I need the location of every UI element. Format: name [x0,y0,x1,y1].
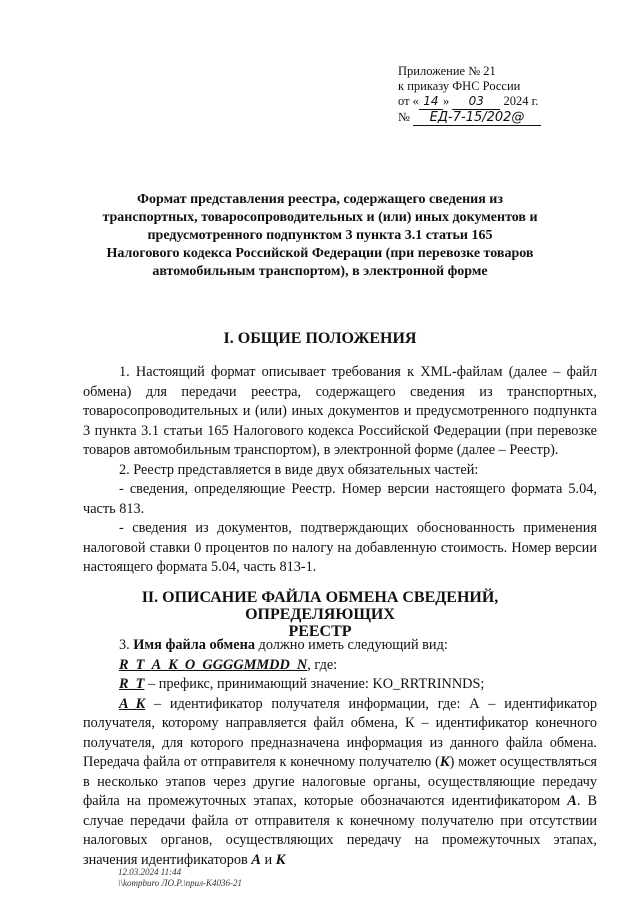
footer-path: \\kompburo ЛО.Р.\прил-К4036-21 [118,878,243,888]
title-line-5: автомобильным транспортом), в электронной форме [152,264,488,279]
title-line-2: транспортных, товаросопроводительных и (или) иных документов и [102,210,538,225]
recipient-and: и [260,851,276,868]
prefix-term: R_T [119,676,145,692]
title-line-3: предусмотренного подпунктом 3 пункта 3.1 статьи 165 [147,228,493,243]
appendix-number [398,110,541,126]
appendix-line-2: к приказу ФНС России [398,79,521,93]
document-title [80,191,560,281]
prefix-text: – префикс, принимающий значение: KO_RRTRINNDS; [144,676,485,692]
title-line-4: Налогового кодекса Российской Федерации (при перевозке товаров [106,246,534,261]
paragraph-1: 1. Настоящий формат описывает требования к XML-файлам (далее – файл обмена) для передачи реестра, содержащего сведения из транспортных, товаросопроводительных и (или) иных документов и предусмотренного подпункта 3 пункта 3.1 статьи 165 Налогового кодекса Российской Федерации (при перевозке товаров автомобильным транспортом), в электронной форме (далее – Реестр). [83,364,597,458]
paragraph-2-item-2: - сведения из документов, подтверждающих обоснованность применения налоговой ставки 0 процентов по налогу на добавленную стоимость. Номер версии настоящего формата 5.04, часть 813-1. [83,520,597,575]
number-prefix: № [398,110,410,124]
date-prefix: от « [398,94,419,108]
section-1-heading: I. ОБЩИЕ ПОЛОЖЕНИЯ [223,330,417,347]
footer [118,867,242,889]
section-2-body [83,636,597,870]
recipient-k: К [439,754,450,770]
recipient-text-1: – идентификатор получателя информации, где: А – идентификатор получателя, которому направляется файл обмена, К – идентификатор конечного получателя, для которого предназначена информация из данного файла обмена. Передача файла от отправителя к конечному получателю ( [83,695,597,770]
title-line-1: Формат представления реестра, содержащего сведения из [137,192,503,207]
file-name-term: Имя файла обмена [133,637,255,653]
recipient-text-2: ) может осуществляться в несколько этапов через другие налоговые органы, осуществляющие передачу файла на промежуточных этапах, которые обозначаются идентификатором [83,754,598,809]
footer-timestamp: 12.03.2024 11:44 [118,867,182,877]
recipient-definition [83,695,597,871]
recipient-a: А [567,793,577,809]
order-number: ЕД-7-15/202@ [413,110,541,126]
file-name-pattern: R_T_A_K_O_GGGGMMDD_N [119,656,308,673]
file-name-pattern-line [83,656,597,676]
date-mid: » [442,94,450,108]
paragraph-2-item-1: - сведения, определяющие Реестр. Номер версии настоящего формата 5.04, часть 813. [83,481,597,517]
paragraph-3-number: 3. [119,637,134,653]
prefix-definition [83,675,597,695]
paragraph-3-text: должно иметь следующий вид: [254,637,448,653]
section-2-heading [70,589,570,640]
appendix-line-1: Приложение № 21 [398,64,496,78]
appendix-block [398,64,541,126]
recipient-a-2: А [251,851,261,868]
recipient-term: A_K [119,695,146,712]
appendix-date [398,94,541,110]
date-year: 2024 г. [503,94,539,108]
recipient-text-3: . В случае передачи файла от отправителя к конечному получателю при отсутствии налоговых органов, осуществляющих передачу на промежуточных этапах, значения идентификаторов [83,793,597,868]
section-2-heading-line-2: РЕЕСТР [288,623,352,640]
date-month: 03 [452,94,500,110]
paragraph-3 [83,636,597,656]
recipient-k-2: К [275,851,286,868]
section-1-body [83,363,597,578]
section-2-heading-line-1: II. ОПИСАНИЕ ФАЙЛА ОБМЕНА СВЕДЕНИЙ, ОПРЕДЕЛЯЮЩИХ [141,589,499,623]
pattern-suffix: , где: [307,656,338,673]
date-day: 14 [419,94,443,110]
paragraph-2: 2. Реестр представляется в виде двух обязательных частей: [119,461,479,478]
